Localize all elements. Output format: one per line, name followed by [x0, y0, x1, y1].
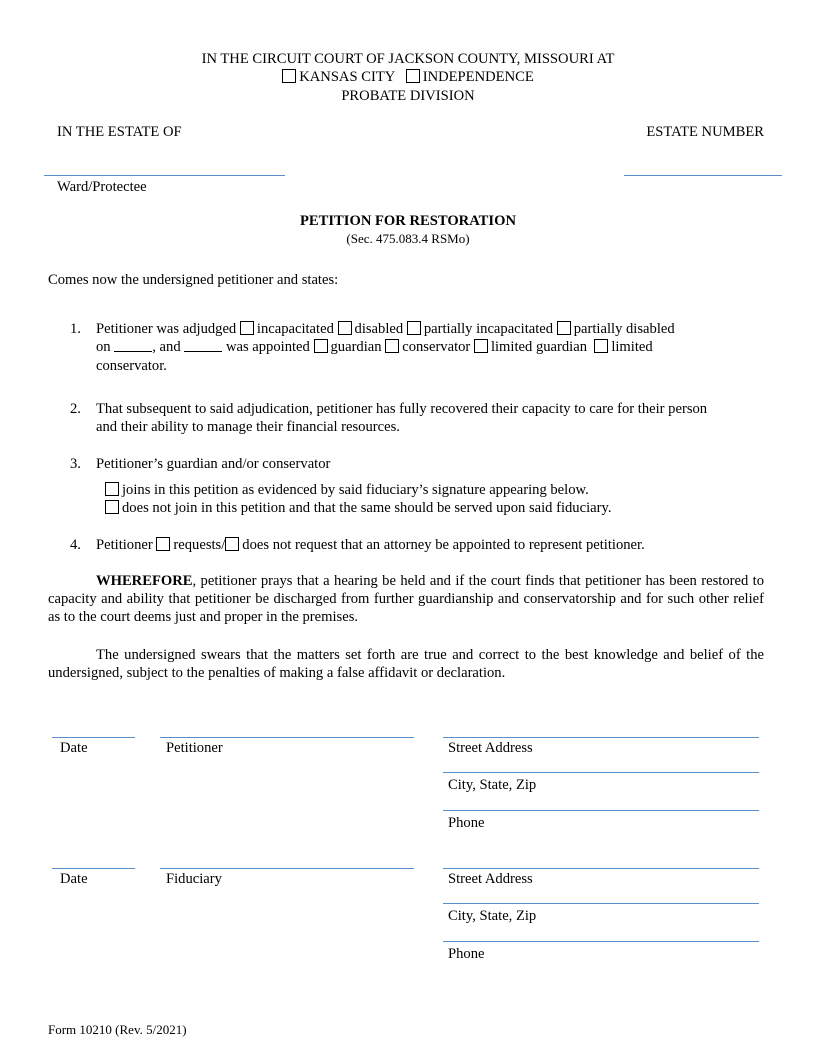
kansas-city-checkbox[interactable]	[282, 69, 296, 83]
partially-disabled-label: partially disabled	[573, 321, 675, 337]
item-1-number: 1.	[70, 321, 81, 337]
does-not-request-checkbox[interactable]	[225, 537, 239, 551]
item-4-prefix: Petitioner	[96, 537, 153, 553]
fiduciary-name-label: Fiduciary	[166, 871, 222, 887]
does-not-join-label: does not join in this petition and that the same should be served upon said fiduciary.	[122, 500, 612, 516]
fiduciary-phone-label: Phone	[448, 946, 485, 962]
item-4-line-1	[70, 536, 645, 554]
item-2-line-2: and their ability to manage their financial resources.	[96, 419, 400, 435]
partially-incapacitated-checkbox[interactable]	[407, 321, 421, 335]
wherefore-text: , petitioner prays that a hearing be held and if the court finds that petitioner has been restored to capacity and ability that petitioner be discharged from further guardianship and conservatorship and for such other relief as to the court deems just and proper in the premises.	[48, 573, 764, 625]
limited-label: limited	[611, 339, 653, 355]
ward-name-line[interactable]	[44, 175, 285, 176]
division-heading: PROBATE DIVISION	[341, 88, 475, 104]
item-1-line-1	[70, 320, 675, 338]
ward-protectee-label: Ward/Protectee	[57, 179, 147, 195]
petitioner-phone-label: Phone	[448, 815, 485, 831]
fiduciary-date-line[interactable]	[52, 868, 135, 869]
fiduciary-city-line[interactable]	[443, 903, 759, 904]
item-3-option-joins	[105, 481, 589, 499]
incapacitated-label: incapacitated	[256, 321, 334, 337]
statute-reference: (Sec. 475.083.4 RSMo)	[346, 231, 470, 246]
estate-number-line[interactable]	[624, 175, 782, 176]
requests-checkbox[interactable]	[156, 537, 170, 551]
does-not-join-checkbox[interactable]	[105, 500, 119, 514]
item-3-line-1	[70, 455, 330, 473]
item-3-option-not-join	[105, 499, 611, 517]
petitioner-phone-line[interactable]	[443, 810, 759, 811]
limited-guardian-checkbox[interactable]	[474, 339, 488, 353]
independence-label: INDEPENDENCE	[422, 69, 534, 85]
item-2-number: 2.	[70, 401, 81, 417]
intro-text: Comes now the undersigned petitioner and states:	[48, 272, 339, 288]
independence-checkbox[interactable]	[406, 69, 420, 83]
petitioner-name-label: Petitioner	[166, 740, 223, 756]
court-location-row	[0, 68, 816, 86]
limited-guardian-label: limited guardian	[490, 339, 588, 355]
petitioner-signature-line[interactable]	[160, 737, 414, 738]
item-3-text: Petitioner’s guardian and/or conservator	[96, 456, 331, 472]
wherefore-bold: WHEREFORE	[96, 573, 193, 589]
guardian-checkbox[interactable]	[314, 339, 328, 353]
guardian-label: guardian	[330, 339, 382, 355]
requests-label: requests/	[173, 537, 226, 553]
fiduciary-phone-line[interactable]	[443, 941, 759, 942]
item-2-line-1	[70, 400, 707, 418]
wherefore-paragraph	[48, 572, 764, 626]
was-appointed-label: was appointed	[225, 339, 310, 355]
item-1-prefix: Petitioner was adjudged	[96, 321, 237, 337]
petitioner-date-label: Date	[60, 740, 88, 756]
conservator-checkbox[interactable]	[385, 339, 399, 353]
adjudication-date-blank[interactable]	[114, 339, 152, 352]
fiduciary-date-label: Date	[60, 871, 88, 887]
conservator-label: conservator	[402, 339, 471, 355]
on-label: on	[96, 339, 111, 355]
document-title: PETITION FOR RESTORATION	[300, 213, 516, 229]
court-heading: IN THE CIRCUIT COURT OF JACKSON COUNTY, MISSOURI AT	[201, 51, 615, 67]
joins-checkbox[interactable]	[105, 482, 119, 496]
fiduciary-city-label: City, State, Zip	[448, 908, 537, 924]
does-not-request-label: does not request that an attorney be appointed to represent petitioner.	[242, 537, 645, 553]
fiduciary-street-label: Street Address	[448, 871, 533, 887]
petitioner-city-line[interactable]	[443, 772, 759, 773]
partially-disabled-checkbox[interactable]	[557, 321, 571, 335]
petitioner-city-label: City, State, Zip	[448, 777, 537, 793]
limited-conservator-checkbox[interactable]	[594, 339, 608, 353]
fiduciary-signature-line[interactable]	[160, 868, 414, 869]
disabled-label: disabled	[354, 321, 404, 337]
item-4-number: 4.	[70, 537, 81, 553]
petitioner-date-line[interactable]	[52, 737, 135, 738]
disabled-checkbox[interactable]	[338, 321, 352, 335]
item-3-number: 3.	[70, 456, 81, 472]
petitioner-street-label: Street Address	[448, 740, 533, 756]
form-number-footer: Form 10210 (Rev. 5/2021)	[48, 1022, 187, 1037]
estate-of-label: IN THE ESTATE OF	[57, 124, 182, 140]
estate-number-label: ESTATE NUMBER	[646, 124, 764, 140]
incapacitated-checkbox[interactable]	[240, 321, 254, 335]
petitioner-street-line[interactable]	[443, 737, 759, 738]
item-1-line-3: conservator.	[96, 358, 167, 374]
partially-incapacitated-label: partially incapacitated	[423, 321, 554, 337]
oath-paragraph: The undersigned swears that the matters set forth are true and correct to the best knowledge and belief of the undersigned, subject to the penalties of making a false affidavit or declaration.	[48, 647, 764, 681]
and-label: , and	[152, 339, 181, 355]
appointee-name-blank[interactable]	[184, 339, 222, 352]
item-1-line-2	[96, 338, 653, 356]
joins-label: joins in this petition as evidenced by said fiduciary’s signature appearing below.	[122, 482, 589, 498]
fiduciary-street-line[interactable]	[443, 868, 759, 869]
item-2-text-1: That subsequent to said adjudication, petitioner has fully recovered their capacity to care for their person	[96, 401, 708, 417]
kansas-city-label: KANSAS CITY	[299, 69, 395, 85]
